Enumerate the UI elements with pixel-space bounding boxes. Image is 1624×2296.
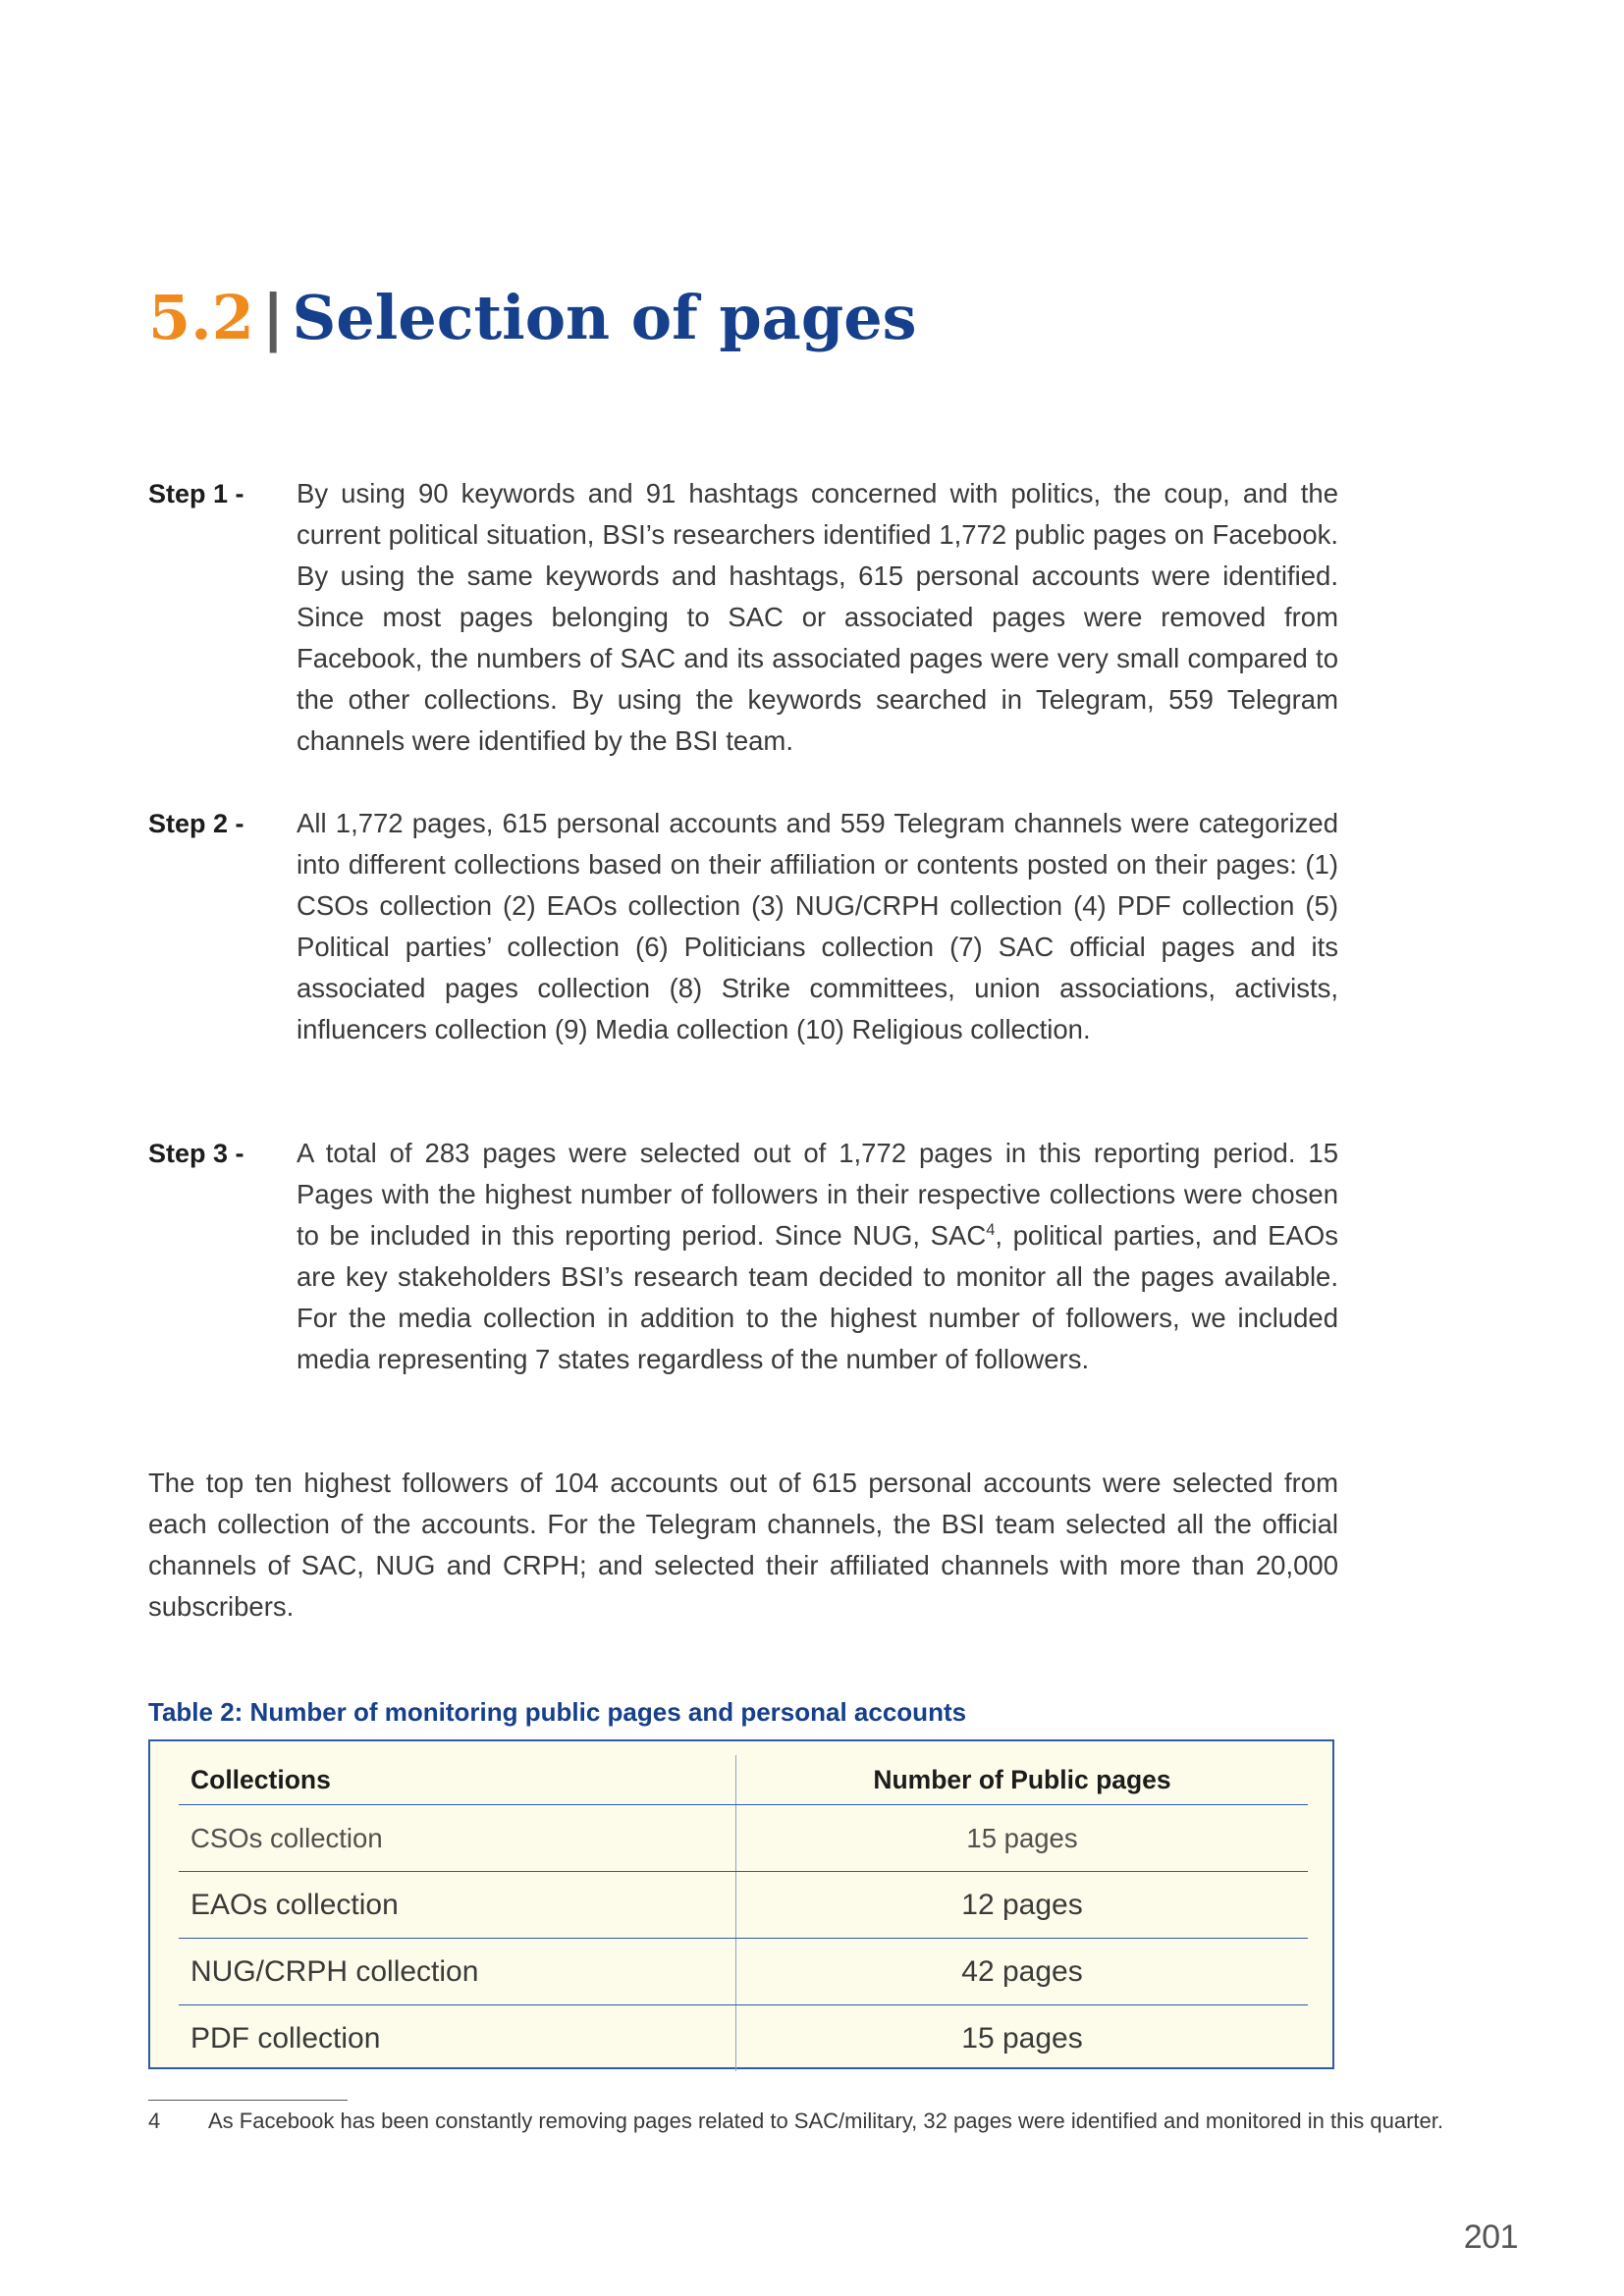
- footnote-ref: 4: [986, 1220, 996, 1239]
- step-3: [148, 1133, 1338, 1380]
- section-heading: [148, 283, 917, 353]
- page-number: 201: [1463, 2218, 1518, 2256]
- table-cell: EAOs collection: [179, 1872, 736, 1939]
- section-number: 5.2: [148, 282, 254, 353]
- table-cell: 42 pages: [736, 1939, 1309, 2005]
- step-text: By using 90 keywords and 91 hashtags concerned with politics, the coup, and the current political situation, BSI’s researchers identified 1,772 public pages on Facebook. By using the same keywords and hashtags, 615 personal accounts were identified. Since most pages belonging to SAC or associated pages were removed from Facebook, the numbers of SAC and its associated pages were very small compared to the other collections. By using the keywords searched in Telegram, 559 Telegram channels were identified by the BSI team.: [297, 478, 1338, 756]
- table-header-row: [179, 1755, 1308, 1805]
- heading-separator: |: [261, 282, 285, 353]
- table-container: [148, 1739, 1334, 2069]
- step-text: A total of 283 pages were selected out of 1,772 pages in this reporting period. 15 Pages with the highest number of followers in their respective collections were chosen to be included in this reporting period. Since NUG, SAC$^4$, political parties, and EAOs are key stakeholders BSI’s research team decided to monitor all the pages available. For the media collection in addition to the highest number of followers, we included media representing 7 states regardless of the number of followers.: [297, 1138, 1338, 1374]
- step-label: Step 2 -: [148, 809, 244, 838]
- collections-table: [179, 1755, 1308, 2071]
- table-row: [179, 1939, 1308, 2005]
- footnote-text: As Facebook has been constantly removing pages related to SAC/military, 32 pages were identified and monitored in this quarter.: [208, 2109, 1443, 2133]
- step-label: Step 1 -: [148, 479, 244, 508]
- table-cell: PDF collection: [179, 2005, 736, 2072]
- step-text: All 1,772 pages, 615 personal accounts and 559 Telegram channels were categorized into different collections based on their affiliation or contents posted on their pages: (1) CSOs collection (2) EAOs collection (3) NUG/CRPH collection (4) PDF collection (5) Political parties’ collection (6) Politicians collection (7) SAC official pages and its associated pages collection (8) Strike committees, union associations, activists, influencers collection (9) Media collection (10) Religious collection.: [297, 808, 1338, 1044]
- table-row: [179, 1805, 1308, 1872]
- table-caption: Table 2: Number of monitoring public pages and personal accounts: [148, 1697, 967, 1727]
- table-cell: NUG/CRPH collection: [179, 1939, 736, 2005]
- step-1: [148, 473, 1338, 762]
- body-paragraph: The top ten highest followers of 104 accounts out of 615 personal accounts were selected from each collection of the accounts. For the Telegram channels, the BSI team selected all the official channels of SAC, NUG and CRPH; and selected their affiliated channels with more than 20,000 subscribers.: [148, 1468, 1338, 1622]
- table-cell: CSOs collection: [179, 1805, 736, 1872]
- column-header: Number of Public pages: [736, 1755, 1309, 1805]
- footnote-divider: [148, 2100, 348, 2101]
- column-header: Collections: [179, 1755, 736, 1805]
- table-cell: 15 pages: [961, 2021, 1083, 2055]
- footnote-number: 4: [148, 2109, 161, 2133]
- section-title: Selection of pages: [292, 282, 917, 353]
- table-row: [179, 1872, 1308, 1939]
- table-row: [179, 2005, 1308, 2072]
- step-label: Step 3 -: [148, 1139, 244, 1168]
- table-cell: 12 pages: [736, 1872, 1309, 1939]
- step-2: [148, 803, 1338, 1050]
- table-cell: 15 pages: [736, 1805, 1309, 1872]
